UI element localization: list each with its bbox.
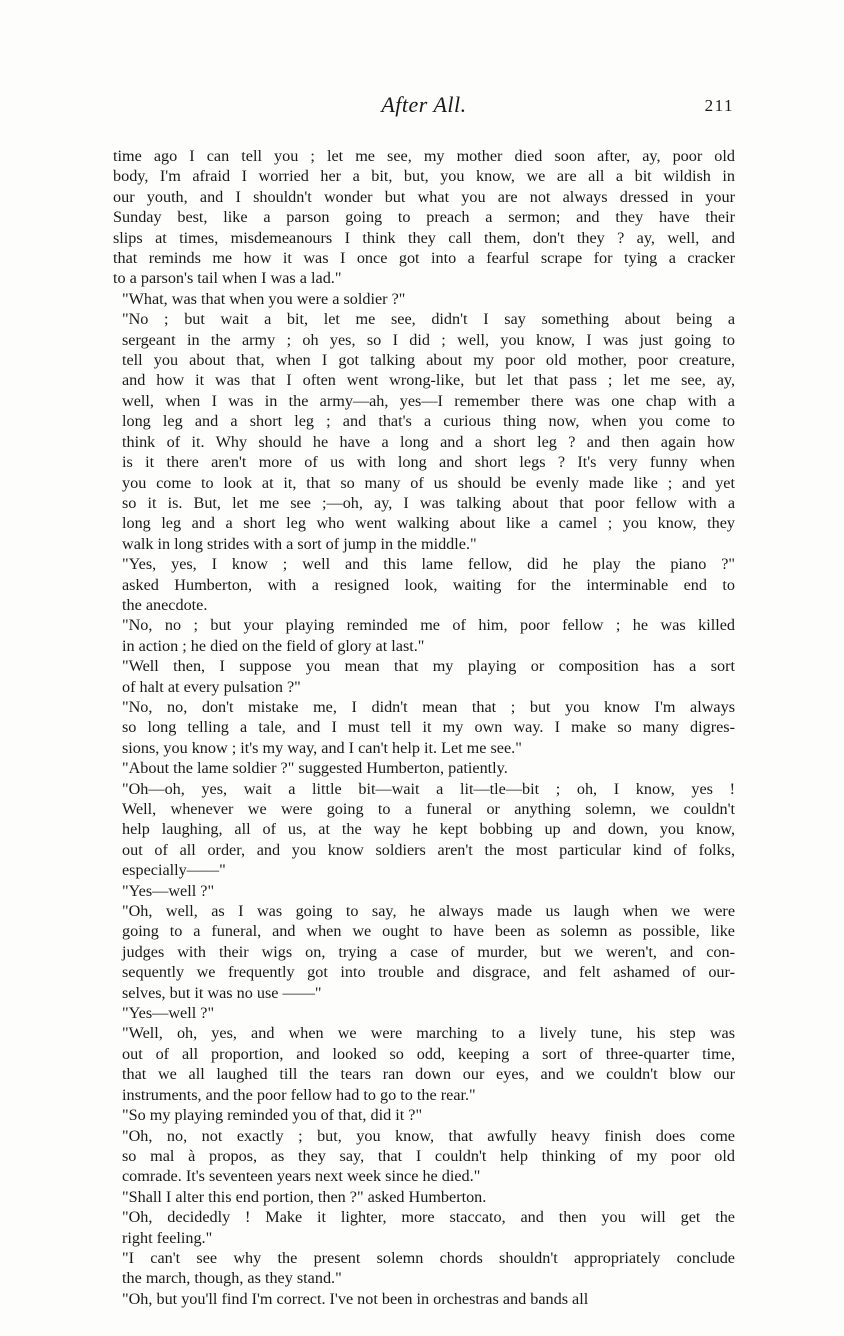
text-line: so long telling a tale, and I must tell it my own way. I make so many digres- (122, 718, 735, 737)
text-line: body, I'm afraid I worried her a bit, but, you know, we are all a bit wildish in (113, 167, 735, 186)
text-line: Sunday best, like a parson going to preach a sermon; and they have their (113, 208, 735, 227)
text-line: comrade. It's seventeen years next week since he died." (122, 1167, 481, 1186)
text-line: instruments, and the poor fellow had to go to the rear." (122, 1085, 476, 1104)
text-line: "No, no ; but your playing reminded me of him, poor fellow ; he was killed (122, 616, 735, 635)
paragraph (113, 779, 735, 881)
text-line: long leg and a short leg ; and that's a curious thing now, when you come to (122, 412, 735, 431)
paragraph (113, 1187, 735, 1207)
text-line: "No, no, don't mistake me, I didn't mean that ; but you know I'm always (122, 697, 735, 716)
text-line: "What, was that when you were a soldier ?" (122, 289, 406, 308)
paragraph (113, 656, 735, 697)
paragraph (113, 697, 735, 758)
text-line: our youth, and I shouldn't wonder but what you are not always dressed in your (113, 187, 735, 206)
text-line: walk in long strides with a sort of jump in the middle." (122, 534, 477, 553)
text-line: out of all order, and you know soldiers aren't the most particular kind of folks, (122, 840, 735, 859)
text-line: "Well then, I suppose you mean that my playing or composition has a sort (122, 657, 735, 676)
text-line: Well, whenever we were going to a funeral or anything solemn, we couldn't (122, 800, 735, 818)
text-line: to a parson's tail when I was a lad." (113, 269, 342, 288)
text-line: sions, you know ; it's my way, and I can't help it. Let me see." (122, 738, 522, 757)
text-line: that we all laughed till the tears ran down our eyes, and we couldn't blow our (122, 1065, 735, 1084)
running-title: After All. (381, 92, 467, 117)
text-line: "I can't see why the present solemn chords shouldn't appropriately conclude (122, 1248, 735, 1267)
text-line: you come to look at it, that so many of us should be evenly made like ; and yet (122, 473, 735, 492)
text-line: of halt at every pulsation ?" (122, 677, 301, 696)
paragraph (113, 309, 735, 554)
text-line: "Oh—oh, yes, wait a little bit—wait a lit—tle—bit ; oh, I know, yes ! (122, 779, 735, 798)
running-head (112, 92, 736, 126)
paragraph (113, 289, 735, 309)
text-line: "Oh, but you'll find I'm correct. I've not been in orchestras and bands all (122, 1289, 589, 1308)
text-line: "Oh, no, not exactly ; but, you know, that awfully heavy finish does come (122, 1126, 735, 1145)
paragraph (113, 901, 735, 1003)
text-line: is it there aren't more of us with long and short legs ? It's very funny when (122, 453, 735, 472)
text-line: asked Humberton, with a resigned look, waiting for the interminable end to (122, 575, 735, 594)
text-line: in action ; he died on the field of glory at last." (122, 636, 425, 655)
paragraph (113, 758, 735, 778)
paragraph (113, 146, 735, 289)
text-line: "So my playing reminded you of that, did it ?" (122, 1106, 423, 1125)
text-line: "Yes—well ?" (122, 881, 215, 900)
text-line: right feeling." (122, 1228, 213, 1247)
page-number: 211 (704, 96, 734, 115)
text-line: so it is. But, let me see ;—oh, ay, I was talking about that poor fellow with a (122, 493, 735, 512)
paragraph (113, 1023, 735, 1105)
paragraph (113, 881, 735, 901)
paragraph (113, 1105, 735, 1125)
text-line: "No ; but wait a bit, let me see, didn't I say something about being a (122, 310, 735, 329)
text-line: tell you about that, when I got talking about my poor old mother, poor creature, (122, 351, 735, 370)
text-line: think of it. Why should he have a long and a short leg ? and then again how (122, 432, 735, 451)
text-line: sergeant in the army ; oh yes, so I did ; well, you know, I was just going to (122, 330, 735, 349)
paragraph (113, 615, 735, 656)
text-line: well, when I was in the army—ah, yes—I remember there was one chap with a (122, 391, 735, 410)
text-line: "Shall I alter this end portion, then ?" asked Humberton. (122, 1187, 487, 1206)
text-line: "About the lame soldier ?" suggested Humberton, patiently. (122, 759, 508, 778)
text-line: sequently we frequently got into trouble and disgrace, and felt ashamed of our- (122, 963, 735, 982)
text-line: so mal à propos, as they say, that I couldn't help thinking of my poor old (122, 1146, 735, 1165)
paragraph (113, 1289, 735, 1309)
text-line: going to a funeral, and when we ought to have been as solemn as possible, like (122, 922, 735, 941)
text-line: especially——" (122, 861, 226, 880)
paragraph (113, 1126, 735, 1187)
text-line: judges with their wigs on, trying a case of murder, but we weren't, and con- (122, 942, 735, 961)
text-line: selves, but it was no use ——" (122, 983, 322, 1002)
paragraph (113, 1248, 735, 1289)
text-line: "Oh, decidedly ! Make it lighter, more staccato, and then you will get the (122, 1208, 735, 1227)
text-line: long leg and a short leg who went walking about like a camel ; you know, they (122, 514, 735, 533)
text-line: the march, though, as they stand." (122, 1269, 342, 1288)
text-line: time ago I can tell you ; let me see, my mother died soon after, ay, poor old (113, 147, 735, 165)
paragraph (113, 1003, 735, 1023)
text-line: the anecdote. (122, 595, 208, 614)
paragraph (113, 554, 735, 615)
text-line: "Oh, well, as I was going to say, he always made us laugh when we were (122, 902, 735, 921)
body-text (113, 146, 735, 1309)
text-line: out of all proportion, and looked so odd, keeping a sort of three-quarter time, (122, 1044, 735, 1063)
paragraph (113, 1207, 735, 1248)
text-line: that reminds me how it was I once got into a fearful scrape for tying a cracker (113, 249, 735, 268)
text-line: "Yes—well ?" (122, 1004, 215, 1023)
text-line: "Yes, yes, I know ; well and this lame fellow, did he play the piano ?" (122, 555, 735, 574)
text-line: help laughing, all of us, at the way he kept bobbing up and down, you know, (122, 820, 735, 839)
text-line: slips at times, misdemeanours I think they call them, don't they ? ay, well, and (113, 228, 735, 247)
text-line: "Well, oh, yes, and when we were marching to a lively tune, his step was (122, 1024, 735, 1043)
text-line: and how it was that I often went wrong-like, but let that pass ; let me see, ay, (122, 371, 735, 390)
